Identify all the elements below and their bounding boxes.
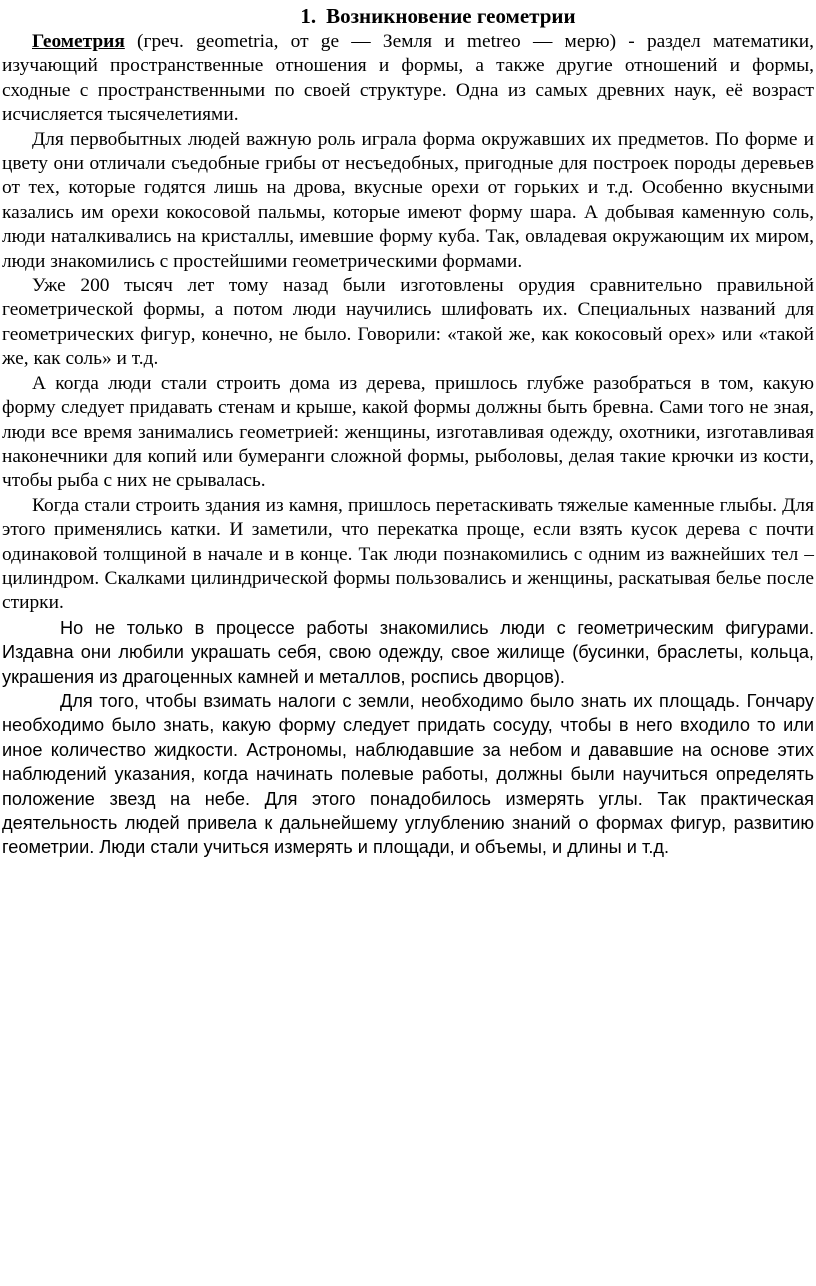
paragraph-stone: Когда стали строить здания из камня, пришлось перетаскивать тяжелые каменные глыбы. Для этого применялись катки. И заметили, что перекатка проще, если взять кусок дерева с почти одинаковой толщиной в начале и в конце. Так люди познакомились с одним из важнейших тел – цилиндром. Скалками цилиндрической формы пользовались и женщины, раскатывая белье после стирки. (2, 494, 814, 614)
paragraph-measurement: Для того, чтобы взимать налоги с земли, необходимо было знать их площадь. Гончару необходимо было знать, какую форму следует придать сосуду, чтобы в него входило то или иное количество жидкости. Астрономы, наблюдавшие за небом и дававшие на основе этих наблюдений указания, когда начинать полевые работы, должны были научиться определять положение звезд на небе. Для этого понадобилось измерять углы. Так практическая деятельность людей привела к дальнейшему углублению знаний о формах фигур, развитию геометрии. Люди стали учиться измерять и площади, и объемы, и длины и т.д. (2, 690, 814, 858)
page-title (2, 4, 814, 28)
term-geometry: Геометрия (32, 31, 125, 52)
title-text: Возникновение геометрии (326, 4, 576, 28)
paragraph-houses: А когда люди стали строить дома из дерева, пришлось глубже разобраться в том, какую форму следует придавать стенам и крыше, какой формы должны быть бревна. Сами того не зная, люди все время занимались геометрией: женщины, изготавливая одежду, охотники, изготавливая наконечники для копий или бумеранги сложной формы, рыболовы, делая такие крючки из кости, чтобы рыба с них не срывалась. (2, 372, 814, 492)
paragraph-tools: Уже 200 тысяч лет тому назад были изготовлены орудия сравнительно правильной геометрической формы, а потом люди научились шлифовать их. Специальных названий для геометрических фигур, конечно, не было. Говорили: «такой же, как кокосовый орех» или «такой же, как соль» и т.д. (2, 275, 814, 370)
intro-text: (греч. geometria, от ge — Земля и metreo — мерю) - раздел математики, изучающий пространственные отношения и формы, а также другие отношений и формы, сходные с пространственными по своей структуре. Одна из самых древних наук, её возраст исчисляется тысячелетиями. (2, 31, 814, 126)
intro-paragraph (2, 30, 814, 128)
paragraph-shapes: Для первобытных людей важную роль играла форма окружавших их предметов. По форме и цвету они отличали съедобные грибы от несъедобных, пригодные для построек породы деревьев от тех, которые годятся лишь на дрова, вкусные орехи от горьких и т.д. Особенно вкусными казались им орехи кокосовой пальмы, которые имеют форму шара. А добывая каменную соль, люди наталкивались на кристаллы, имевшие форму куба. Так, овладевая окружающим их миром, люди знакомились с простейшими геометрическими формами. (2, 128, 814, 272)
paragraph-decorations: Но не только в процессе работы знакомились люди с геометрическим фигурами. Издавна они любили украшать себя, свою одежду, свое жилище (бусинки, браслеты, кольца, украшения из драгоценных камней и металлов, роспись дворцов). (2, 617, 814, 687)
title-number: 1. (300, 4, 317, 28)
